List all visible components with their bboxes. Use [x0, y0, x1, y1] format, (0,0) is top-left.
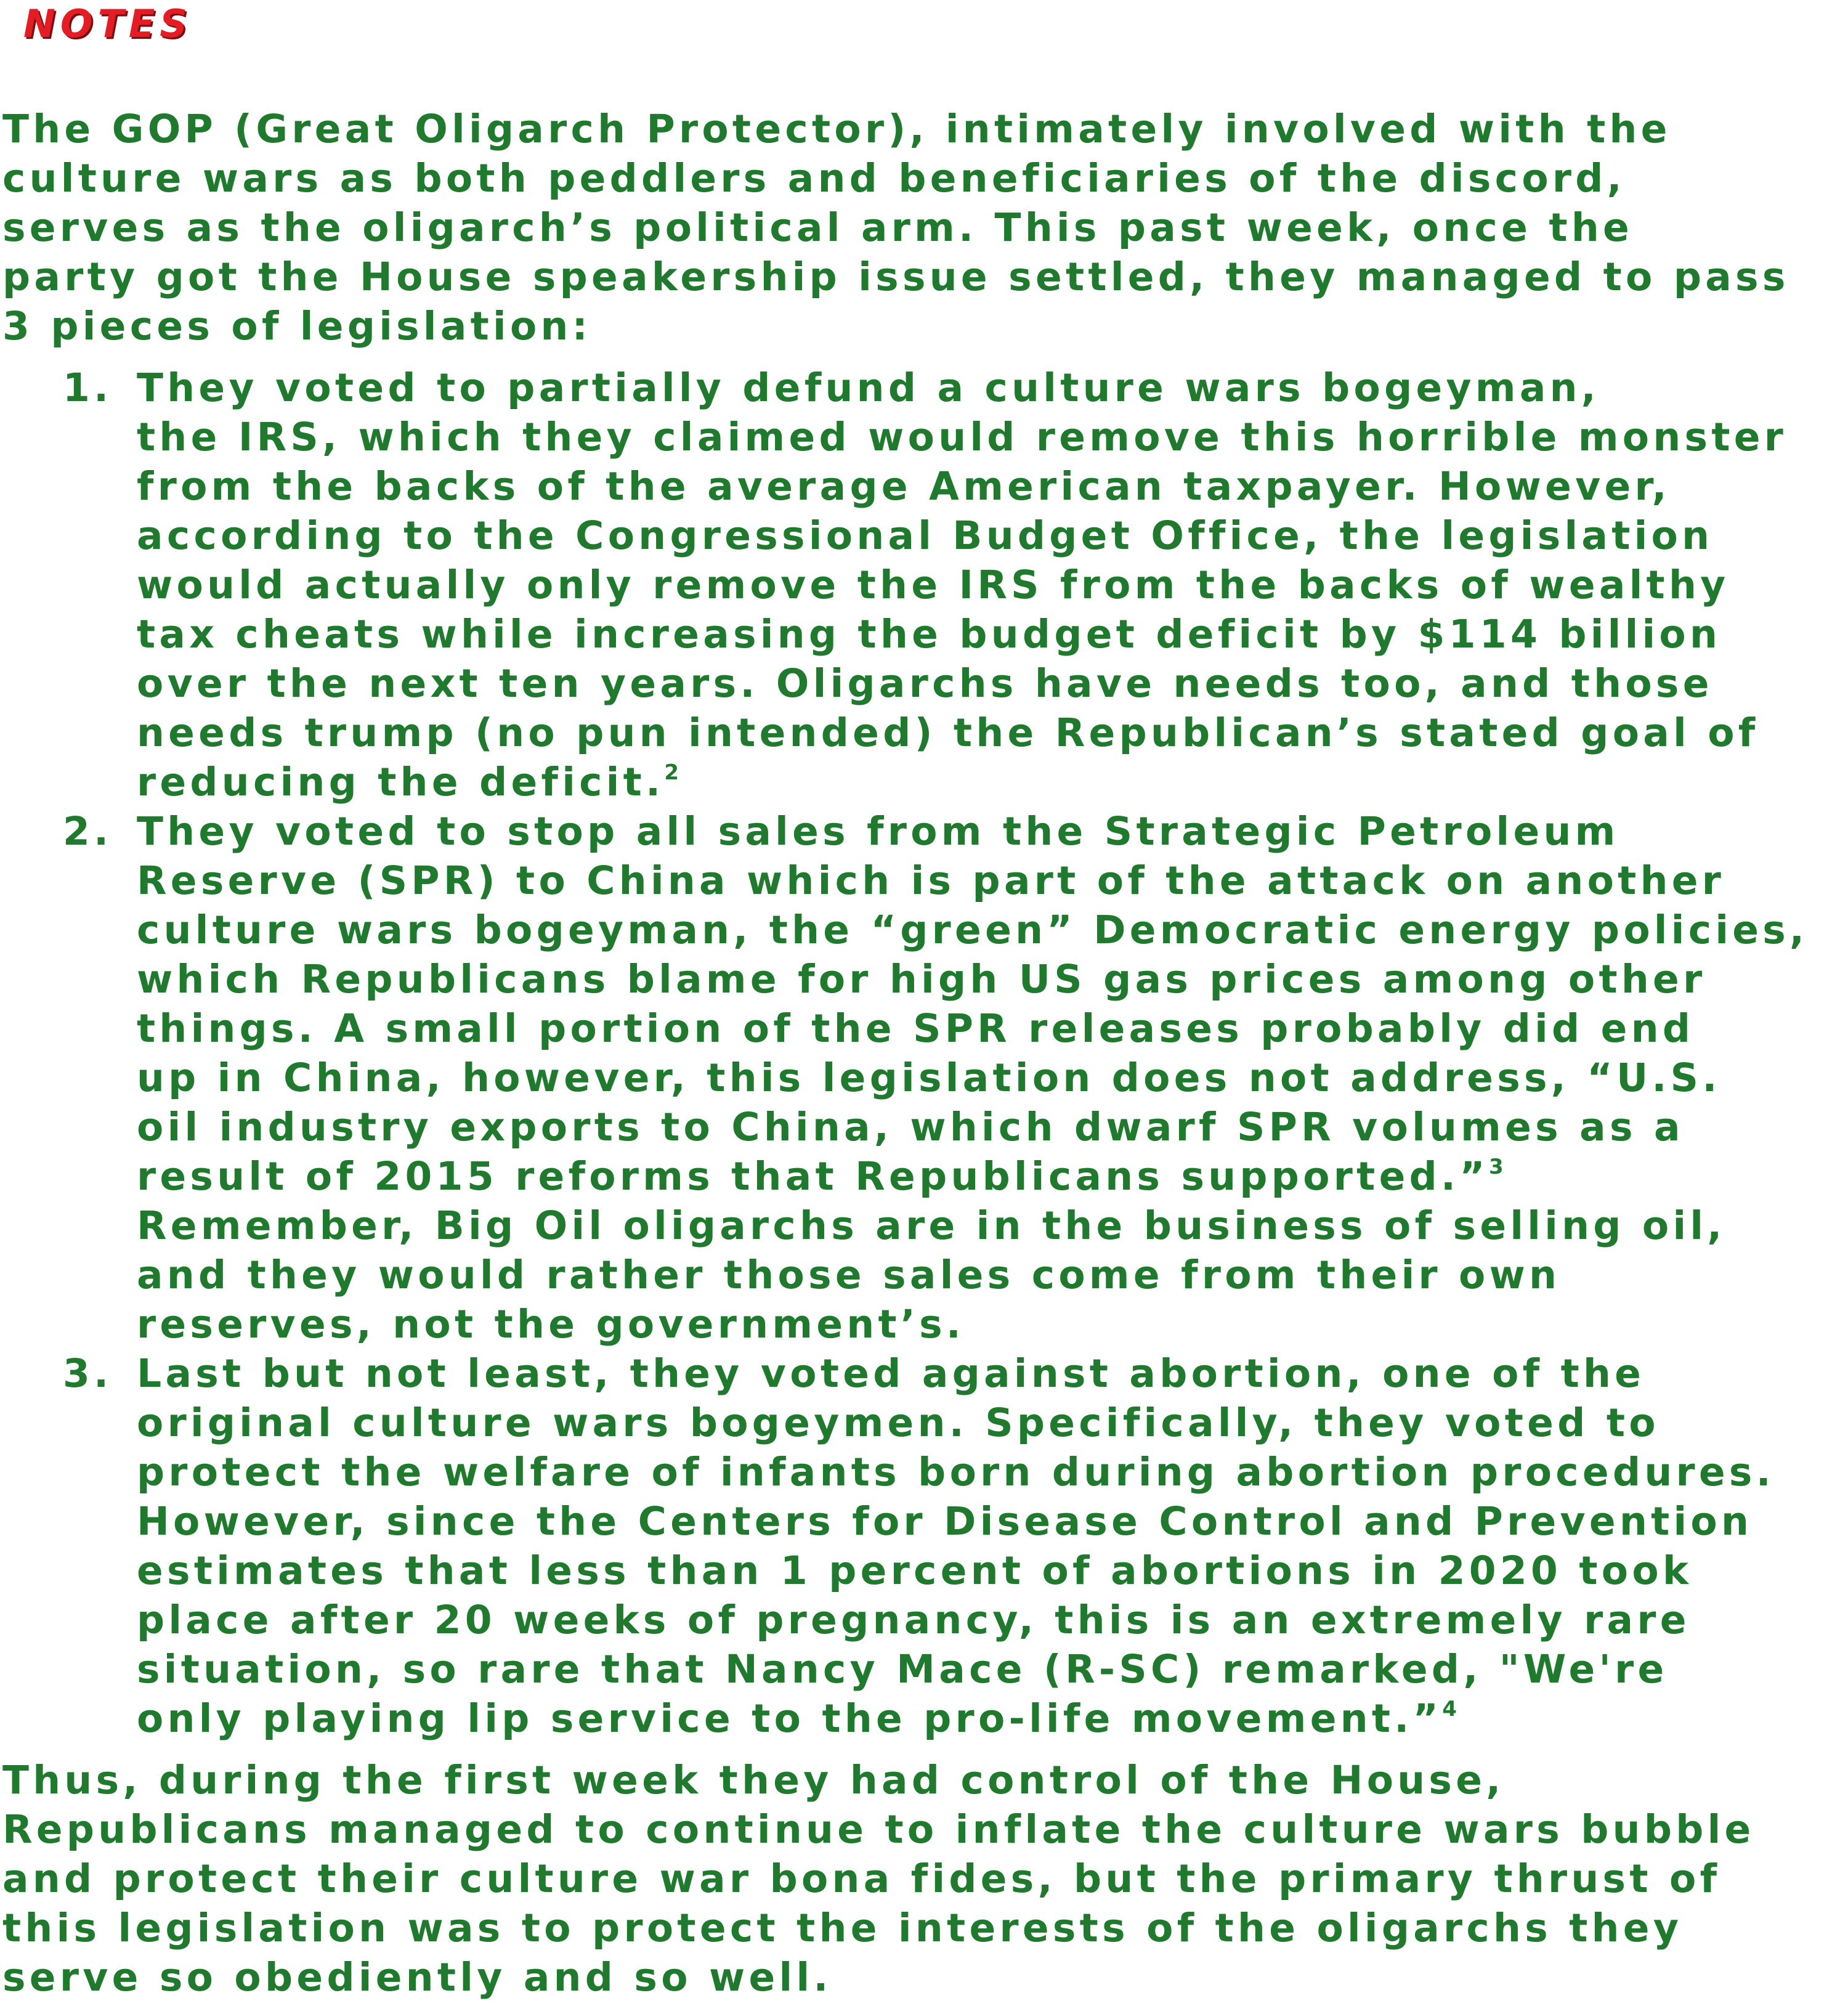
item-line: needs trump (no pun intended) the Republican’s stated goal of	[137, 710, 1759, 755]
item-line: Reserve (SPR) to China which is part of the attack on another	[137, 858, 1725, 903]
item-line-last	[137, 758, 1844, 807]
item-line: original culture wars bogeymen. Specifically, they voted to	[137, 1400, 1660, 1445]
item-line-footnoted	[137, 1152, 1844, 1201]
legislation-list	[2, 363, 1844, 1744]
item-line-text: result of 2015 reforms that Republicans supported.”	[137, 1154, 1489, 1199]
list-number: 1.	[63, 365, 113, 410]
item-line: Remember, Big Oil oligarchs are in the business of selling oil,	[137, 1203, 1726, 1248]
item-line: over the next ten years. Oligarchs have needs too, and those	[137, 661, 1713, 706]
item-line: estimates that less than 1 percent of abortions in 2020 took	[137, 1548, 1693, 1593]
item-line: They voted to partially defund a culture wars bogeyman,	[137, 365, 1600, 410]
closing-line: and protect their culture war bona fides, but the primary thrust of	[2, 1856, 1721, 1901]
closing-line: serve so obediently and so well.	[2, 1955, 832, 2000]
closing-line: Thus, during the first week they had control of the House,	[2, 1758, 1505, 1803]
item-line: reserves, not the government’s.	[137, 1302, 965, 1347]
item-line: situation, so rare that Nancy Mace (R-SC) remarked, "We're	[137, 1647, 1668, 1692]
intro-line: 3 pieces of legislation:	[2, 304, 592, 349]
item-line: things. A small portion of the SPR releases probably did end	[137, 1006, 1695, 1051]
intro-line: culture wars as both peddlers and beneficiaries of the discord,	[2, 156, 1626, 201]
notes-body	[2, 105, 1844, 2002]
item-line: culture wars bogeyman, the “green” Democratic energy policies,	[137, 908, 1809, 952]
item-line: which Republicans blame for high US gas prices among other	[137, 957, 1706, 1002]
footnote-marker: 3	[1488, 1155, 1505, 1179]
list-item-2	[2, 807, 1844, 1349]
item-line: up in China, however, this legislation does not address, “U.S.	[137, 1055, 1721, 1100]
list-number: 2.	[63, 809, 113, 854]
closing-paragraph	[2, 1756, 1844, 2002]
list-item-1	[2, 363, 1844, 807]
item-line: oil industry exports to China, which dwarf SPR volumes as a	[137, 1105, 1684, 1150]
item-line: the IRS, which they claimed would remove this horrible monster	[137, 415, 1788, 460]
item-line: according to the Congressional Budget Office, the legislation	[137, 513, 1714, 558]
item-line: would actually only remove the IRS from the backs of wealthy	[137, 562, 1730, 607]
item-line-text: only playing lip service to the pro-life movement.”	[137, 1696, 1443, 1741]
item-line: protect the welfare of infants born during abortion procedures.	[137, 1450, 1775, 1495]
intro-line: The GOP (Great Oligarch Protector), intimately involved with the	[2, 107, 1671, 152]
footnote-marker: 4	[1442, 1697, 1458, 1721]
item-line: and they would rather those sales come from their own	[137, 1253, 1561, 1297]
item-line: tax cheats while increasing the budget deficit by $114 billion	[137, 612, 1722, 657]
item-line: place after 20 weeks of pregnancy, this is an extremely rare	[137, 1598, 1690, 1642]
list-number: 3.	[63, 1351, 113, 1396]
intro-paragraph	[2, 105, 1844, 351]
list-item-3	[2, 1349, 1844, 1744]
footnote-marker: 2	[664, 760, 680, 785]
item-line: from the backs of the average American taxpayer. However,	[137, 464, 1671, 509]
notes-heading: NOTES	[23, 1, 192, 46]
closing-line: Republicans managed to continue to inflate the culture wars bubble	[2, 1807, 1755, 1852]
closing-line: this legislation was to protect the interests of the oligarchs they	[2, 1906, 1683, 1951]
item-line-text: reducing the deficit.	[137, 760, 665, 805]
intro-line: serves as the oligarch’s political arm. This past week, once the	[2, 205, 1634, 250]
intro-line: party got the House speakership issue settled, they managed to pass	[2, 254, 1789, 299]
item-line: They voted to stop all sales from the Strategic Petroleum	[137, 809, 1619, 854]
item-line: Last but not least, they voted against abortion, one of the	[137, 1351, 1645, 1396]
item-line-last	[137, 1694, 1844, 1744]
item-line: However, since the Centers for Disease Control and Prevention	[137, 1499, 1753, 1544]
